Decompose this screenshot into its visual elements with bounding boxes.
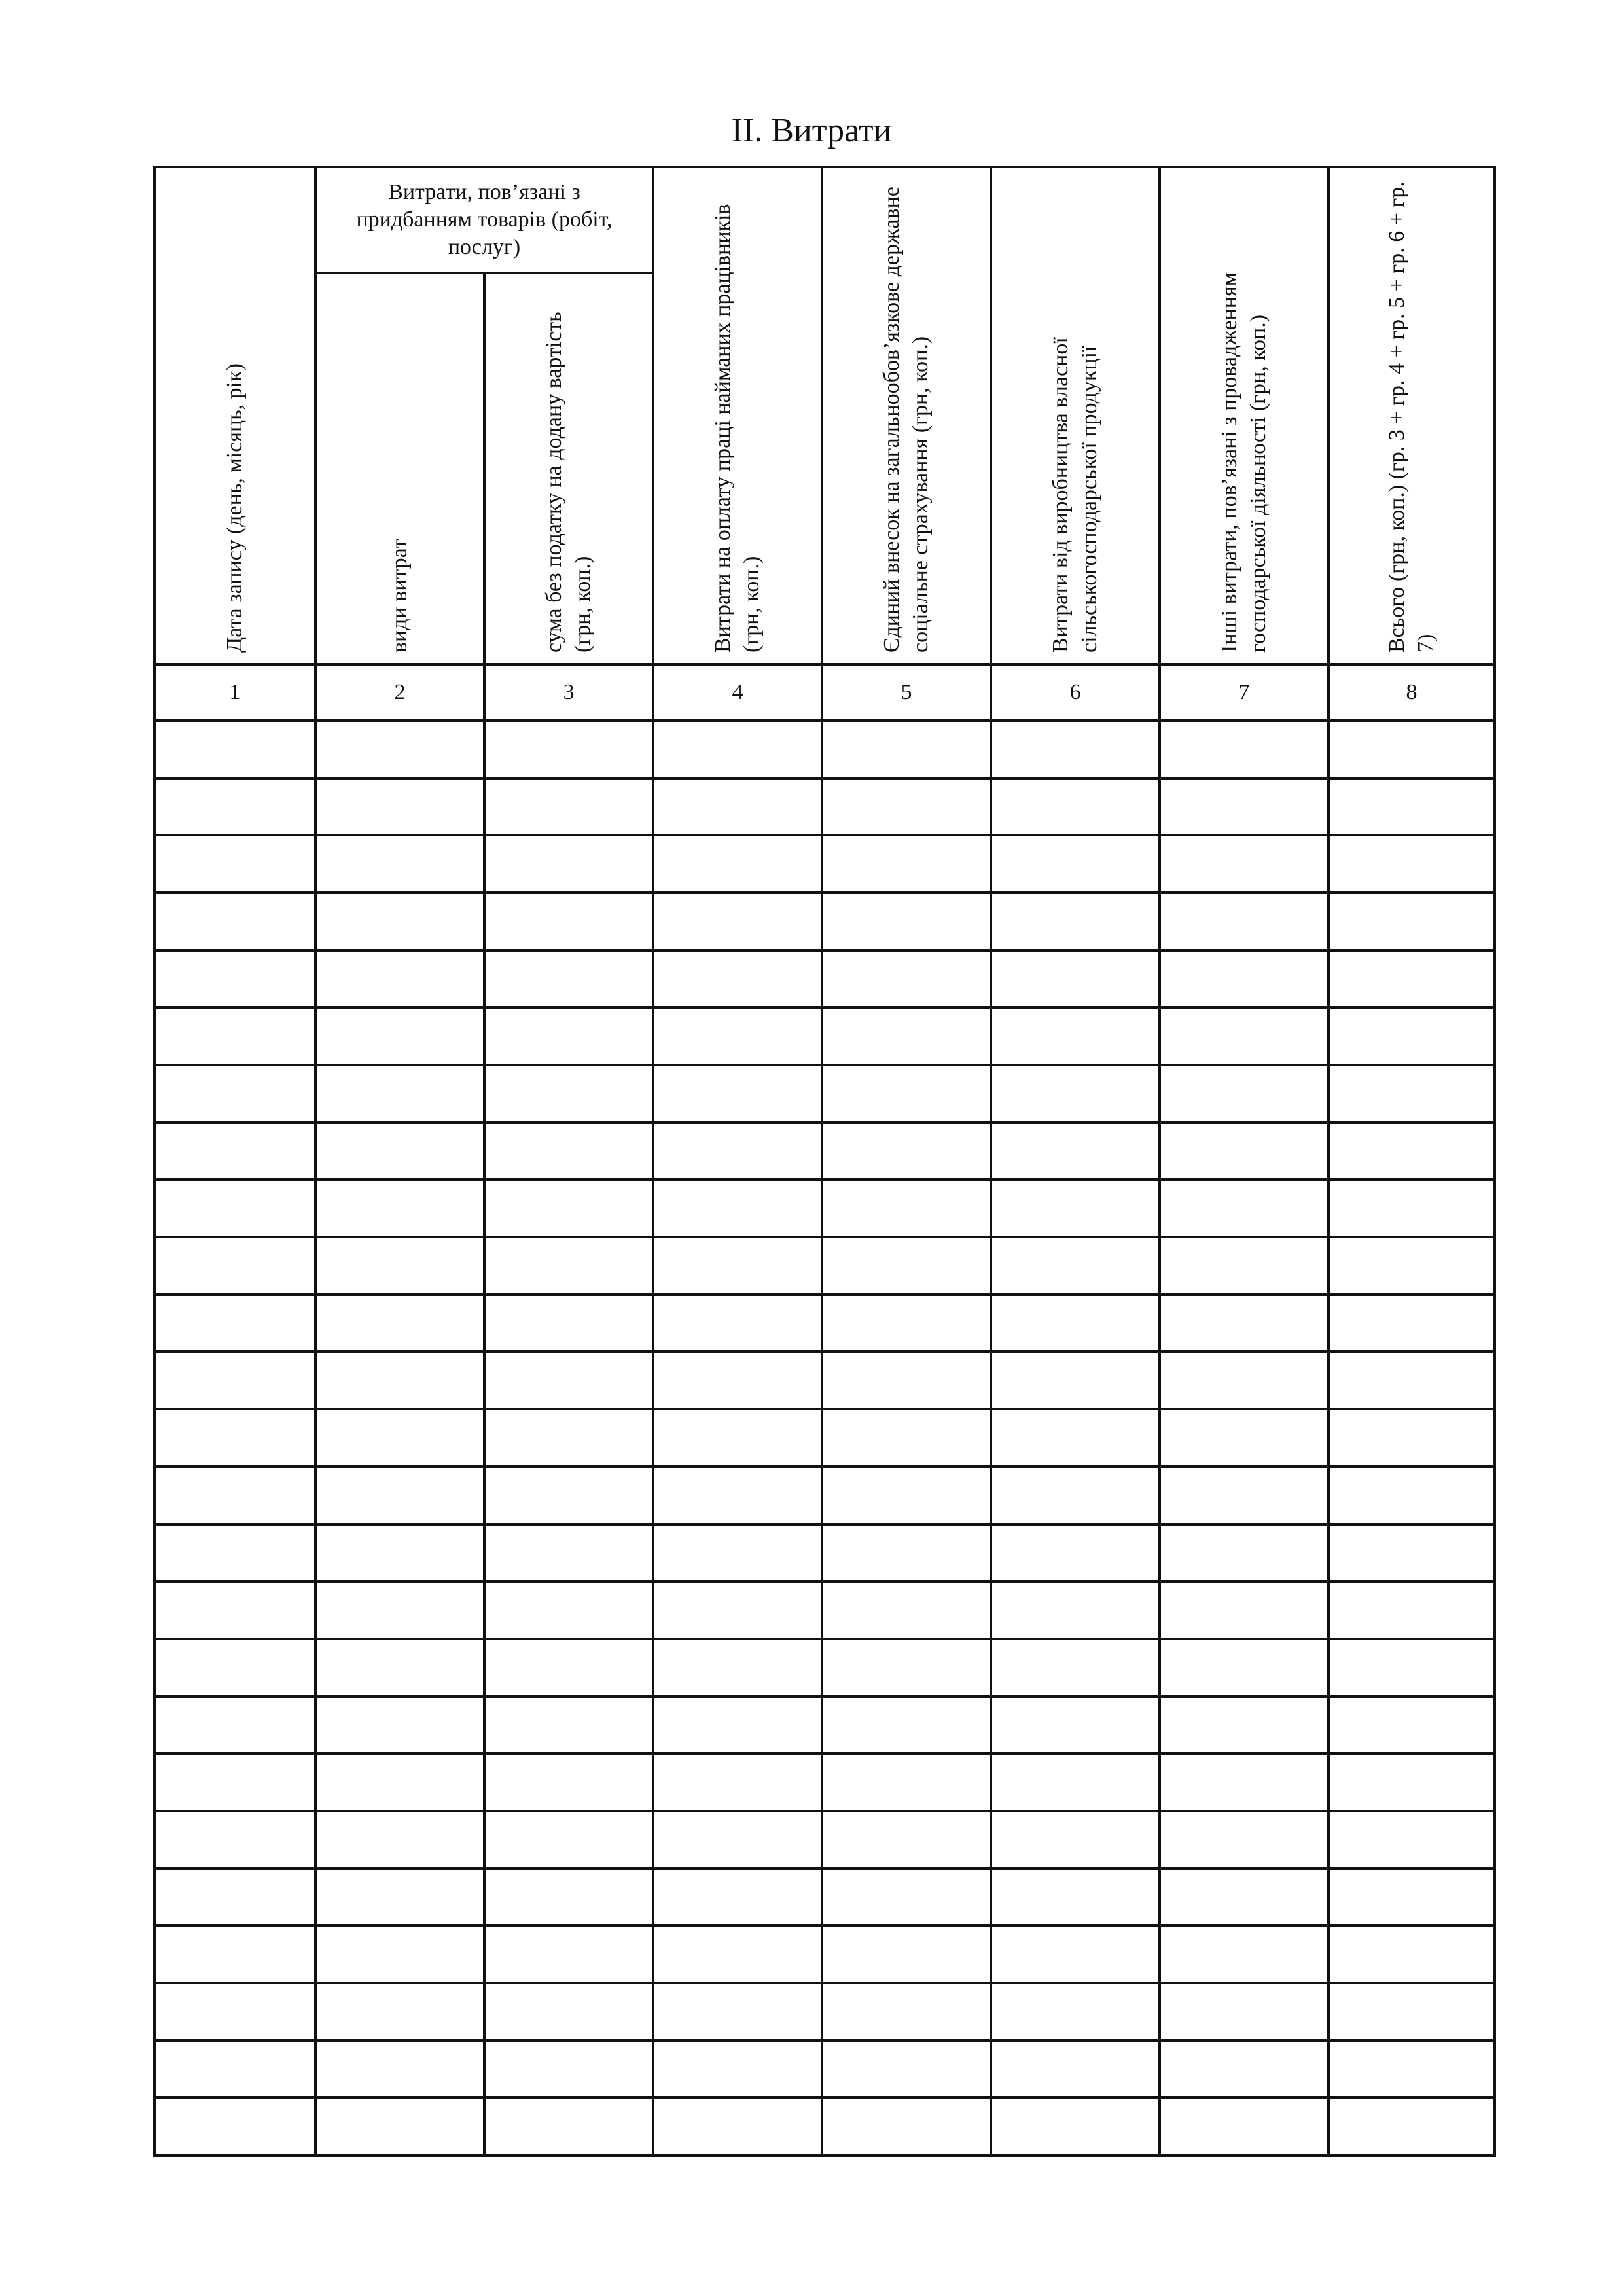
table-cell[interactable] — [992, 1181, 1158, 1236]
table-cell[interactable] — [654, 952, 821, 1007]
table-cell[interactable] — [1330, 1410, 1493, 1465]
table-cell[interactable] — [992, 952, 1158, 1007]
table-cell[interactable] — [486, 1124, 652, 1179]
table-cell[interactable] — [992, 722, 1158, 777]
header-col-social-contribution: Єдиний внесок на загальнообов’язкове державне соціальне страхування (грн, коп.) — [880, 187, 933, 653]
table-cell[interactable] — [317, 894, 483, 949]
table-cell[interactable] — [654, 1927, 821, 1982]
table-cell[interactable] — [654, 1870, 821, 1925]
table-cell[interactable] — [486, 1353, 652, 1408]
table-cell[interactable] — [156, 1296, 314, 1351]
table-cell[interactable] — [992, 1812, 1158, 1867]
table-cell[interactable] — [1330, 2099, 1493, 2154]
table-cell[interactable] — [823, 1583, 990, 1638]
table-cell[interactable] — [1161, 1353, 1327, 1408]
expenses-table — [154, 167, 1495, 2155]
table-cell[interactable] — [1161, 1870, 1327, 1925]
table-cell[interactable] — [654, 1468, 821, 1523]
table-cell[interactable] — [317, 1927, 483, 1982]
table-cell[interactable] — [1161, 1124, 1327, 1179]
table-cell[interactable] — [1330, 1698, 1493, 1753]
header-purchases-group: Витрати, пов’язані з придбанням товарів (робіт, послуг) — [356, 180, 613, 259]
table-cell[interactable] — [156, 1410, 314, 1465]
table-cell[interactable] — [654, 1009, 821, 1064]
table-cell[interactable] — [992, 2099, 1158, 2154]
table-cell[interactable] — [317, 1984, 483, 2039]
table-cell[interactable] — [992, 1583, 1158, 1638]
header-rule — [153, 663, 1496, 666]
table-cell[interactable] — [823, 1812, 990, 1867]
table-cell[interactable] — [823, 1698, 990, 1753]
table-cell[interactable] — [992, 836, 1158, 891]
group-header-rule — [314, 272, 654, 274]
table-cell[interactable] — [486, 1870, 652, 1925]
page-title: ІІ. Витрати — [731, 112, 892, 149]
table-cell[interactable] — [486, 1009, 652, 1064]
table-cell[interactable] — [823, 1238, 990, 1293]
table-cell[interactable] — [486, 2099, 652, 2154]
table-cell[interactable] — [992, 1870, 1158, 1925]
table-cell[interactable] — [992, 1640, 1158, 1695]
header-col-wages: Витрати на оплату праці найманих працівників (грн, коп.) — [711, 204, 764, 653]
table-border-right — [1493, 166, 1496, 2157]
table-cell[interactable] — [156, 1870, 314, 1925]
column-number: 4 — [732, 680, 743, 704]
table-cell[interactable] — [156, 1755, 314, 1810]
table-cell[interactable] — [156, 1812, 314, 1867]
table-cell[interactable] — [1161, 1927, 1327, 1982]
table-cell[interactable] — [1161, 1410, 1327, 1465]
table-cell[interactable] — [317, 1870, 483, 1925]
table-cell[interactable] — [1330, 1526, 1493, 1581]
table-cell[interactable] — [1161, 1009, 1327, 1064]
table-cell[interactable] — [317, 1066, 483, 1121]
table-cell[interactable] — [823, 952, 990, 1007]
table-cell[interactable] — [654, 1526, 821, 1581]
header-col-other-expenses: Інші витрати, пов’язані з провадженням господарської діяльності (грн, коп.) — [1217, 272, 1270, 653]
table-cell[interactable] — [486, 1238, 652, 1293]
table-cell[interactable] — [317, 1640, 483, 1695]
table-cell[interactable] — [486, 1468, 652, 1523]
table-cell[interactable] — [1330, 1066, 1493, 1121]
table-cell[interactable] — [317, 2042, 483, 2097]
table-cell[interactable] — [654, 894, 821, 949]
table-cell[interactable] — [823, 1124, 990, 1179]
table-cell[interactable] — [486, 894, 652, 949]
table-cell[interactable] — [1161, 1526, 1327, 1581]
header-col-sum-without-vat: сума без податку на додану вартість (грн, коп.) — [542, 312, 595, 653]
table-cell[interactable] — [1161, 836, 1327, 891]
table-cell[interactable] — [823, 1353, 990, 1408]
table-cell[interactable] — [1161, 1468, 1327, 1523]
table-cell[interactable] — [317, 722, 483, 777]
table-cell[interactable] — [156, 1640, 314, 1695]
column-number: 5 — [901, 680, 912, 704]
table-cell[interactable] — [823, 1410, 990, 1465]
table-cell[interactable] — [317, 780, 483, 834]
column-number: 6 — [1069, 680, 1081, 704]
table-cell[interactable] — [1161, 1640, 1327, 1695]
table-cell[interactable] — [1161, 722, 1327, 777]
table-cell[interactable] — [1161, 1755, 1327, 1810]
table-cell[interactable] — [486, 1583, 652, 1638]
table-cell[interactable] — [1330, 1124, 1493, 1179]
table-cell[interactable] — [1330, 1296, 1493, 1351]
table-cell[interactable] — [486, 1066, 652, 1121]
table-cell[interactable] — [992, 894, 1158, 949]
table-cell[interactable] — [1161, 952, 1327, 1007]
column-number: 1 — [229, 680, 241, 704]
table-cell[interactable] — [486, 2042, 652, 2097]
table-cell[interactable] — [1330, 952, 1493, 1007]
table-cell[interactable] — [486, 1181, 652, 1236]
table-cell[interactable] — [317, 1812, 483, 1867]
table-cell[interactable] — [317, 836, 483, 891]
table-cell[interactable] — [317, 2099, 483, 2154]
column-number: 7 — [1238, 680, 1250, 704]
table-cell[interactable] — [156, 1583, 314, 1638]
table-cell[interactable] — [317, 952, 483, 1007]
table-cell[interactable] — [1161, 780, 1327, 834]
table-cell[interactable] — [317, 1009, 483, 1064]
table-cell[interactable] — [1330, 1009, 1493, 1064]
table-cell[interactable] — [823, 1526, 990, 1581]
table-cell[interactable] — [992, 780, 1158, 834]
table-cell[interactable] — [1161, 1296, 1327, 1351]
table-cell[interactable] — [486, 722, 652, 777]
table-cell[interactable] — [156, 722, 314, 777]
table-cell[interactable] — [156, 1984, 314, 2039]
table-cell[interactable] — [992, 1066, 1158, 1121]
table-cell[interactable] — [317, 1755, 483, 1810]
table-cell[interactable] — [992, 1124, 1158, 1179]
table-cell[interactable] — [823, 2099, 990, 2154]
table-cell[interactable] — [486, 1640, 652, 1695]
table-cell[interactable] — [654, 1181, 821, 1236]
table-cell[interactable] — [823, 1009, 990, 1064]
table-cell[interactable] — [156, 952, 314, 1007]
table-cell[interactable] — [823, 1755, 990, 1810]
table-cell[interactable] — [654, 1812, 821, 1867]
table-cell[interactable] — [992, 1984, 1158, 2039]
table-cell[interactable] — [654, 1640, 821, 1695]
table-cell[interactable] — [823, 836, 990, 891]
table-cell[interactable] — [156, 1009, 314, 1064]
table-cell[interactable] — [823, 1640, 990, 1695]
table-cell[interactable] — [654, 1353, 821, 1408]
table-cell[interactable] — [823, 1927, 990, 1982]
table-cell[interactable] — [317, 1181, 483, 1236]
table-cell[interactable] — [654, 722, 821, 777]
table-cell[interactable] — [156, 1526, 314, 1581]
table-cell[interactable] — [823, 1984, 990, 2039]
table-cell[interactable] — [1330, 836, 1493, 891]
table-cell[interactable] — [486, 1410, 652, 1465]
table-cell[interactable] — [1330, 722, 1493, 777]
table-cell[interactable] — [823, 722, 990, 777]
table-cell[interactable] — [486, 780, 652, 834]
header-col-agri-production: Витрати від виробництва власної сільськогосподарської продукції — [1048, 337, 1101, 653]
table-cell[interactable] — [992, 1468, 1158, 1523]
table-cell[interactable] — [992, 1755, 1158, 1810]
table-cell[interactable] — [654, 1296, 821, 1351]
table-cell[interactable] — [156, 1927, 314, 1982]
table-cell[interactable] — [1330, 2042, 1493, 2097]
table-cell[interactable] — [1330, 1755, 1493, 1810]
table-cell[interactable] — [1161, 1812, 1327, 1867]
table-cell[interactable] — [823, 1468, 990, 1523]
table-cell[interactable] — [992, 1009, 1158, 1064]
table-cell[interactable] — [1330, 1984, 1493, 2039]
table-cell[interactable] — [317, 1698, 483, 1753]
table-cell[interactable] — [317, 1410, 483, 1465]
table-cell[interactable] — [1330, 1583, 1493, 1638]
table-cell[interactable] — [992, 1698, 1158, 1753]
table-cell[interactable] — [156, 1468, 314, 1523]
table-cell[interactable] — [486, 836, 652, 891]
table-cell[interactable] — [317, 1526, 483, 1581]
table-cell[interactable] — [1161, 1181, 1327, 1236]
table-cell[interactable] — [156, 1698, 314, 1753]
table-cell[interactable] — [317, 1468, 483, 1523]
table-cell[interactable] — [317, 1238, 483, 1293]
header-col-total: Всього (грн, коп.) (гр. 3 + гр. 4 + гр. 5 + гр. 6 + гр. 7) — [1385, 181, 1438, 653]
table-cell[interactable] — [1330, 1353, 1493, 1408]
table-cell[interactable] — [992, 2042, 1158, 2097]
table-cell[interactable] — [1330, 1927, 1493, 1982]
table-cell[interactable] — [317, 1296, 483, 1351]
table-cell[interactable] — [486, 1812, 652, 1867]
table-cell[interactable] — [823, 894, 990, 949]
table-cell[interactable] — [317, 1353, 483, 1408]
table-cell[interactable] — [823, 1066, 990, 1121]
table-cell[interactable] — [486, 1755, 652, 1810]
table-cell[interactable] — [156, 1066, 314, 1121]
table-cell[interactable] — [992, 1526, 1158, 1581]
table-cell[interactable] — [654, 780, 821, 834]
table-cell[interactable] — [486, 1927, 652, 1982]
table-cell[interactable] — [992, 1296, 1158, 1351]
table-cell[interactable] — [654, 1583, 821, 1638]
table-cell[interactable] — [317, 1124, 483, 1179]
table-cell[interactable] — [1330, 1181, 1493, 1236]
table-cell[interactable] — [654, 1698, 821, 1753]
table-cell[interactable] — [654, 2099, 821, 2154]
table-cell[interactable] — [823, 1181, 990, 1236]
table-cell[interactable] — [654, 1410, 821, 1465]
table-cell[interactable] — [1161, 1984, 1327, 2039]
table-cell[interactable] — [992, 1927, 1158, 1982]
table-cell[interactable] — [1161, 1583, 1327, 1638]
table-cell[interactable] — [1330, 1238, 1493, 1293]
table-cell[interactable] — [654, 1066, 821, 1121]
table-cell[interactable] — [992, 1353, 1158, 1408]
column-number: 3 — [563, 680, 575, 704]
table-cell[interactable] — [486, 1526, 652, 1581]
table-cell[interactable] — [992, 1238, 1158, 1293]
table-border-top — [153, 166, 1496, 168]
table-border-bottom — [153, 2154, 1496, 2157]
table-cell[interactable] — [654, 836, 821, 891]
table-cell[interactable] — [654, 1984, 821, 2039]
table-cell[interactable] — [654, 1755, 821, 1810]
table-cell[interactable] — [1330, 1468, 1493, 1523]
table-cell[interactable] — [156, 1353, 314, 1408]
table-cell[interactable] — [1161, 894, 1327, 949]
table-cell[interactable] — [486, 1984, 652, 2039]
table-cell[interactable] — [1161, 1066, 1327, 1121]
header-col-expense-types: види витрат — [387, 539, 412, 653]
table-cell[interactable] — [1330, 1812, 1493, 1867]
header-col-date: Дата запису (день, місяць, рік) — [223, 363, 247, 653]
table-cell[interactable] — [486, 1698, 652, 1753]
table-cell[interactable] — [823, 2042, 990, 2097]
table-cell[interactable] — [992, 1410, 1158, 1465]
table-cell[interactable] — [1330, 1640, 1493, 1695]
table-cell[interactable] — [486, 952, 652, 1007]
table-cell[interactable] — [823, 780, 990, 834]
table-cell[interactable] — [823, 1296, 990, 1351]
table-cell[interactable] — [1330, 1870, 1493, 1925]
column-number: 2 — [394, 680, 406, 704]
table-cell[interactable] — [156, 1238, 314, 1293]
table-cell[interactable] — [156, 1124, 314, 1179]
table-cell[interactable] — [156, 780, 314, 834]
table-cell[interactable] — [1330, 894, 1493, 949]
table-cell[interactable] — [156, 894, 314, 949]
table-cell[interactable] — [654, 2042, 821, 2097]
table-cell[interactable] — [486, 1296, 652, 1351]
table-cell[interactable] — [654, 1238, 821, 1293]
table-cell[interactable] — [1330, 780, 1493, 834]
table-cell[interactable] — [156, 2099, 314, 2154]
table-cell[interactable] — [1161, 2042, 1327, 2097]
table-cell[interactable] — [654, 1124, 821, 1179]
table-cell[interactable] — [1161, 2099, 1327, 2154]
table-cell[interactable] — [156, 1181, 314, 1236]
table-cell[interactable] — [1161, 1698, 1327, 1753]
table-cell[interactable] — [156, 836, 314, 891]
table-cell[interactable] — [317, 1583, 483, 1638]
table-cell[interactable] — [156, 2042, 314, 2097]
table-cell[interactable] — [823, 1870, 990, 1925]
column-number: 8 — [1406, 680, 1418, 704]
table-cell[interactable] — [1161, 1238, 1327, 1293]
